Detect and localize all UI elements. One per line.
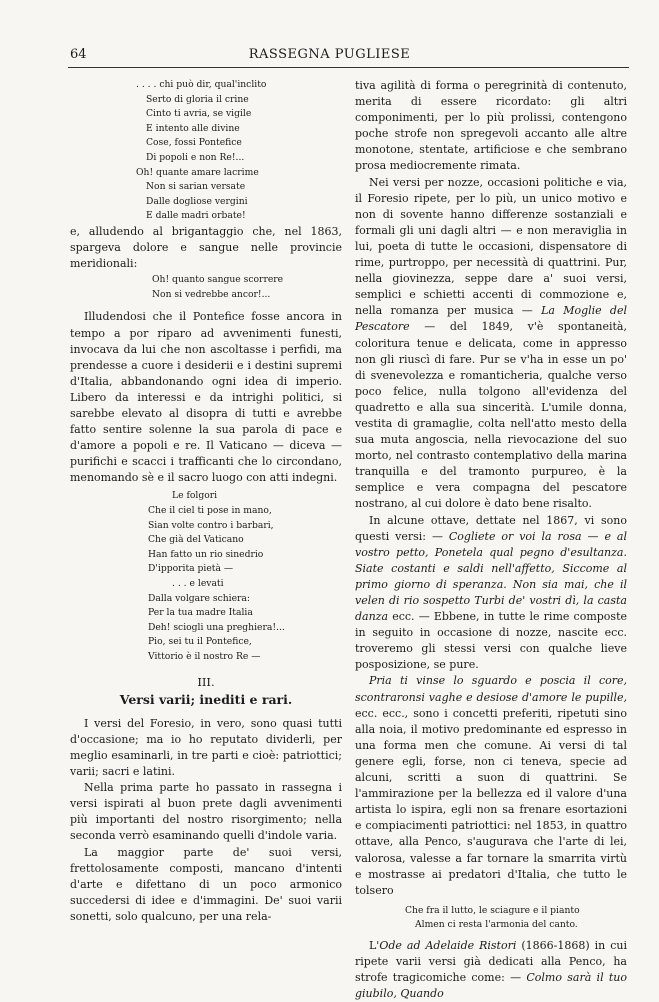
- verse-line: Oh! quanto sangue scorrere: [152, 274, 284, 286]
- verse-line: Non si vedrebbe ancor!...: [152, 288, 271, 300]
- section-title: Versi varii; inediti e rari.: [119, 691, 293, 707]
- verse-line: Oh! quante amare lacrime: [136, 166, 259, 178]
- paragraph: [355, 938, 627, 1002]
- verse-line: Cose, fossi Pontefice: [146, 137, 242, 149]
- paragraph: [355, 673, 627, 898]
- text-run: ecc. ecc., sono i concetti preferiti, ripetuti sino alla noia, il motivo predominante ed espresso in una forma men che comune. Ai versi di tal genere egli, forse, non ci teneva, specie ad alcuni, scritti a suon di quattrini. Se l'ammirazione per la bellezza ed il valore d'una artista lo ispira, egli non sa frenare esortazioni e compiacimenti patriottici: nel 1853, in quattro ottave, alla Penco, s'augurava che l'arte di lei, valorosa, valesse a far tornare la smarrita virtù e mostrasse ai predatori d'Italia, che tutto le tolsero: [355, 706, 627, 897]
- verse-line: Che già del Vaticano: [148, 534, 244, 546]
- page-number: 64: [70, 47, 87, 62]
- verse-line: Le folgori: [172, 490, 218, 502]
- text-run: L': [369, 938, 380, 952]
- verse-line: E intento alle divine: [146, 122, 240, 134]
- verse-block-4: [355, 904, 627, 933]
- verse-line: Che fra il lutto, le sciagure e il pianto: [405, 904, 580, 916]
- verse-line: Che il ciel ti pose in mano,: [148, 505, 272, 517]
- verse-line: Almen ci resta l'armonia del canto.: [415, 919, 578, 931]
- verse-line: . . . . chi può dir, qual'inclito: [136, 79, 267, 90]
- paragraph: I versi del Foresio, in vero, sono quasi tutti d'occasione; ma io ho reputato dividerli, per meglio esaminarli, in tre parti e cioè: patriottici; varii; sacri e latini.: [70, 716, 342, 779]
- header-rule: [68, 67, 629, 68]
- verse-line: Non si sarian versate: [146, 181, 246, 193]
- verse-line: Pio, sei tu il Pontefice,: [148, 636, 252, 648]
- verse-block-3: [70, 489, 342, 664]
- paragraph: e, alludendo al brigantaggio che, nel 1863, spargeva dolore e sangue nelle provincie meridionali:: [70, 224, 342, 271]
- work-title: La Moglie del Pescatore: [355, 304, 628, 334]
- verse-line: Di popoli e non Re!...: [146, 151, 245, 163]
- verse-line: Deh! sciogli una preghiera!...: [148, 621, 285, 633]
- text-run: Nei versi per nozze, occasioni politiche e via, il Foresio ripete, per lo più, un unico motivo e non di sovente hanno differenze sostanziali e formali gli uni dagli altri — e non meraviglia in lui, poeta di tutte le occasioni, dispensatore di rime, purtroppo, per necessità di quattrini. Pur, nella giovinezza, seppe dare a' suoi versi, semplici e schietti accenti di commozione e, nella romanza per musica —: [355, 175, 627, 318]
- quoted-verse: Pria ti vinse lo sguardo e poscia il core, scontraronsi vaghe e desiose d'amore le pupille,: [355, 674, 627, 704]
- verse-line: Vittorio è il nostro Re —: [148, 650, 261, 662]
- verse-line: Serto di gloria il crine: [146, 93, 249, 105]
- section-number: III.: [197, 674, 215, 689]
- text-run: In alcune ottave, dettate nel 1867, vi sono questi versi: —: [355, 513, 627, 543]
- verse-line: Dalle dogliose vergini: [146, 195, 248, 207]
- verse-line: Dalla volgare schiera:: [148, 592, 251, 604]
- paragraph: [355, 175, 627, 513]
- left-column: [70, 78, 342, 925]
- verse-line: . . . e levati: [172, 578, 224, 589]
- paragraph: [355, 513, 627, 674]
- text-run: — del 1849, v'è spontaneità, coloritura tenue e delicata, come in appresso non gli riuscì di fare. Pur se v'ha in esse un po' di svenevolezza e romanticheria, qualche verso poco felice, nulla tolgono all'evidenza del quadretto e alla sua sincerità. L'umile donna, vestita di gramaglie, colta nell'atto mesto della sua muta angoscia, nella rievocazione del suo morto, nel contrasto contemplativo della marina tranquilla e del tramonto purpureo, è la semplice e vera compagna del pescatore nostrano, al cui dolore è dato bene risalto.: [355, 320, 627, 511]
- verse-line: Per la tua madre Italia: [148, 607, 253, 619]
- verse-line: E dalle madri orbate!: [146, 210, 246, 222]
- verse-line: Han fatto un rio sinedrio: [148, 548, 264, 560]
- verse-block-2: [70, 273, 342, 302]
- verse-line: D'ipporita pietà —: [148, 563, 234, 575]
- paragraph: tiva agilità di forma o peregrinità di contenuto, merita di essere ricordato: gli altri componimenti, per lo più prolissi, contengono poche strofe non spregevoli accanto alle altre monotone, stentate, artificiose e che sembrano prosa mediocremente rimata.: [355, 79, 627, 173]
- verse-block-1: [70, 78, 342, 224]
- paragraph: La maggior parte de' suoi versi, frettolosamente composti, mancano d'intenti d'arte e difettano di un poco armonico succedersi di idee e d'immagini. De' suoi varii sonetti, solo qualcuno, per una rela-: [70, 845, 342, 923]
- quoted-verse: Cogliete or voi la rosa — e al vostro petto, Ponetela qual pegno d'esultanza. Siate costanti e saldi nell'affetto, Siccome al primo giorno di speranza. Non sia mai, che il velen di rio sospetto Turbi de' vostri dì, la casta danza: [355, 529, 628, 624]
- running-title: RASSEGNA PUGLIESE: [248, 47, 411, 62]
- text-run: (1866-1868) in cui ripete varii versi già dedicati alla Penco, ha strofe tragicomiche come: —: [355, 938, 627, 985]
- paragraph: Illudendosi che il Pontefice fosse ancora in tempo a por riparo ad avvenimenti funesti, invocava da lui che non ascoltasse i perfidi, ma prendesse a cuore i desiderii e i destini supremi d'Italia, abbandonando ogni idea di imperio. Libero da interessi e da intrighi politici, si sarebbe elevato al disopra di tutti e avrebbe fatto sentire solenne la sua parola di pace e d'amore a popoli e re. Il Vaticano — diceva — purifichi e scacci i trafficanti che lo circondano, menomando sè e il sacro luogo con atti indegni.: [70, 310, 342, 485]
- verse-line: Sian volte contro i barbari,: [148, 519, 274, 531]
- work-title: Ode ad Adelaide Ristori: [379, 938, 517, 952]
- paragraph: Nella prima parte ho passato in rassegna i versi ispirati al buon prete dagli avvenimenti più importanti del nostro risorgimento; nella seconda verrò esaminando quelli d'indole varia.: [70, 781, 342, 843]
- verse-line: Cinto ti avria, se vigile: [146, 108, 252, 120]
- text-run: ecc. — Ebbene, in tutte le rime composte in seguito in occasione di nozze, nascite ecc. troveremo gli stessi versi con qualche lieve posposizione, se pure.: [355, 610, 627, 672]
- right-column: [355, 78, 627, 1002]
- quoted-verse: Colmo sarà il tuo giubilo, Quando: [355, 971, 627, 1001]
